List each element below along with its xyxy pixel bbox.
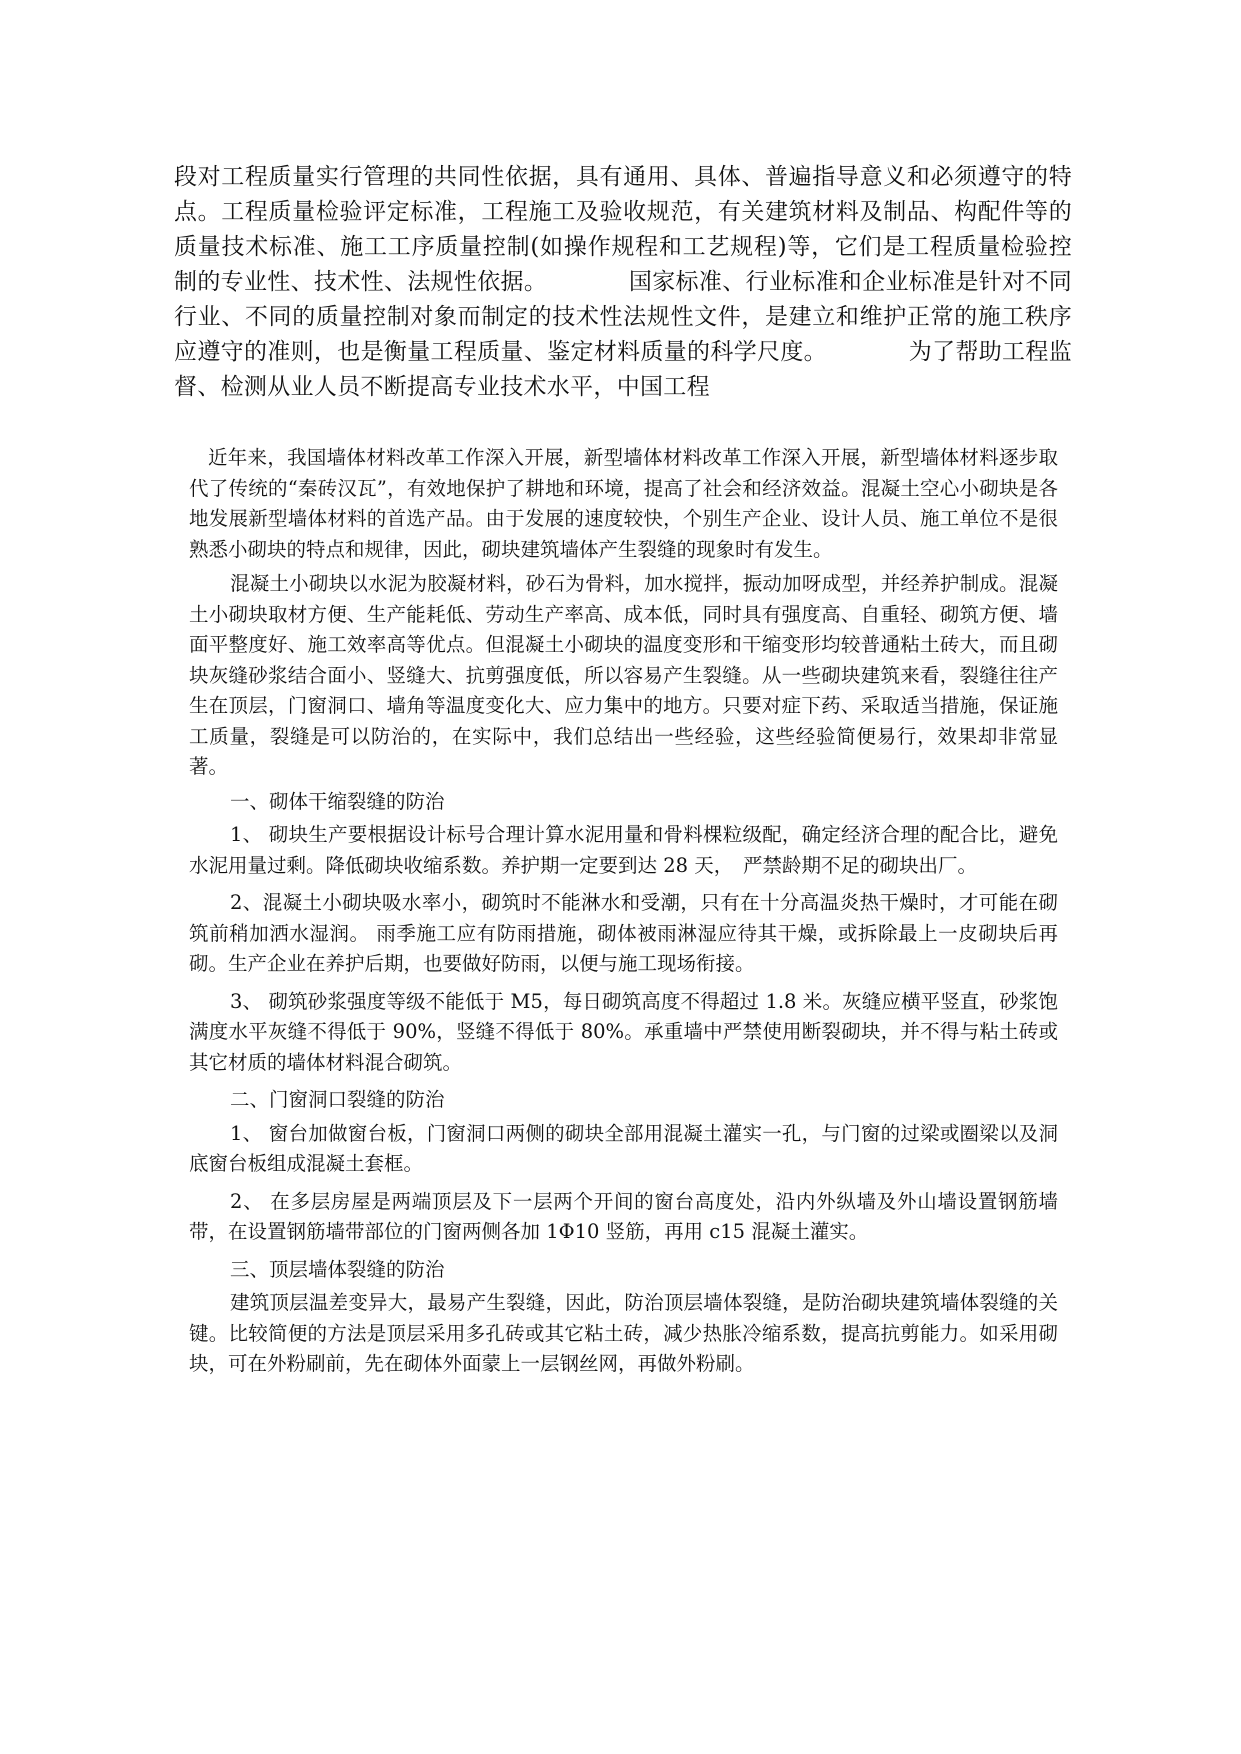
section-1-item-3: 3、 砌筑砂浆强度等级不能低于 M5，每日砌筑高度不得超过 1.8 米。灰缝应横平竖直，砂浆饱满度水平灰缝不得低于 90%，竖缝不得低于 80%。承重墙中严禁使用断裂砌块，并不得与粘土砖或其它材质的墙体材料混合砌筑。 bbox=[189, 989, 1058, 1074]
intro-paragraph: 段对工程质量实行管理的共同性依据，具有通用、具体、普遍指导意义和必须遵守的特点。工程质量检验评定标准，工程施工及验收规范，有关建筑材料及制品、构配件等的质量技术标准、施工工序质量控制(如操作规程和工艺规程)等，它们是工程质量检验控制的专业性、技术性、法规性依据。 国家标准、行业标准和企业标准是针对不同行业、不同的质量控制对象而制定的技术性法规性文件，是建立和维护正常的施工秩序应遵守的准则，也是衡量工程质量、鉴定材料质量的科学尺度。 为了帮助工程监督、检测从业人员不断提高专业技术水平，中国工程 bbox=[174, 164, 1072, 400]
article-paragraph-intro: 近年来，我国墙体材料改革工作深入开展，新型墙体材料改革工作深入开展，新型墙体材料逐步取代了传统的“秦砖汉瓦”，有效地保护了耕地和环境，提高了社会和经济效益。混凝土空心小砌块是各地发展新型墙体材料的首选产品。由于发展的速度较快，个别生产企业、设计人员、施工单位不是很熟悉小砌块的特点和规律，因此，砌块建筑墙体产生裂缝的现象时有发生。 bbox=[189, 446, 1058, 561]
article-paragraph-materials: 混凝土小砌块以水泥为胶凝材料，砂石为骨料，加水搅拌，振动加呀成型，并经养护制成。混凝土小砌块取材方便、生产能耗低、劳动生产率高、成本低，同时具有强度高、自重轻、砌筑方便、墙面平整度好、施工效率高等优点。但混凝土小砌块的温度变形和干缩变形均较普通粘土砖大，而且砌块灰缝砂浆结合面小、竖缝大、抗剪强度低，所以容易产生裂缝。从一些砌块建筑来看，裂缝往往产生在顶层，门窗洞口、墙角等温度变化大、应力集中的地方。只要对症下药、采取适当措施，保证施工质量，裂缝是可以防治的，在实际中，我们总结出一些经验，这些经验简便易行，效果却非常显著。 bbox=[189, 572, 1058, 778]
section-heading-openings: 二、门窗洞口裂缝的防治 bbox=[230, 1088, 445, 1111]
section-2-item-2: 2、 在多层房屋是两端顶层及下一层两个开间的窗台高度处，沿内外纵墙及外山墙设置钢筋墙带，在设置钢筋墙带部位的门窗两侧各加 1Φ10 竖筋，再用 c15 混凝土灌实。 bbox=[189, 1189, 1058, 1243]
section-1-item-2: 2、混凝土小砌块吸水率小，砌筑时不能淋水和受潮，只有在十分高温炎热干燥时，才可能在砌筑前稍加洒水湿润。 雨季施工应有防雨措施，砌体被雨淋湿应待其干燥，或拆除最上一皮砌块后再砌。生产企业在养护后期，也要做好防雨，以便与施工现场衔接。 bbox=[189, 891, 1058, 975]
section-1-item-1: 1、 砌块生产要根据设计标号合理计算水泥用量和骨料棵粒级配，确定经济合理的配合比，避免水泥用量过剩。降低砌块收缩系数。养护期一定要到达 28 天， 严禁龄期不足的砌块出厂。 bbox=[189, 823, 1058, 877]
section-heading-shrinkage: 一、砌体干缩裂缝的防治 bbox=[230, 789, 445, 813]
section-heading-top-floor: 三、顶层墙体裂缝的防治 bbox=[230, 1257, 445, 1281]
section-2-item-1: 1、 窗台加做窗台板，门窗洞口两侧的砌块全部用混凝土灌实一孔，与门窗的过梁或圈梁以及洞底窗台板组成混凝土套框。 bbox=[189, 1121, 1058, 1175]
article-paragraph-top-floor: 建筑顶层温差变异大，最易产生裂缝，因此，防治顶层墙体裂缝，是防治砌块建筑墙体裂缝的关键。比较简便的方法是顶层采用多孔砖或其它粘土砖，减少热胀冷缩系数，提高抗剪能力。如采用砌块，可在外粉刷前，先在砌体外面蒙上一层钢丝网，再做外粉刷。 bbox=[189, 1291, 1058, 1375]
article-body bbox=[189, 443, 1058, 1384]
